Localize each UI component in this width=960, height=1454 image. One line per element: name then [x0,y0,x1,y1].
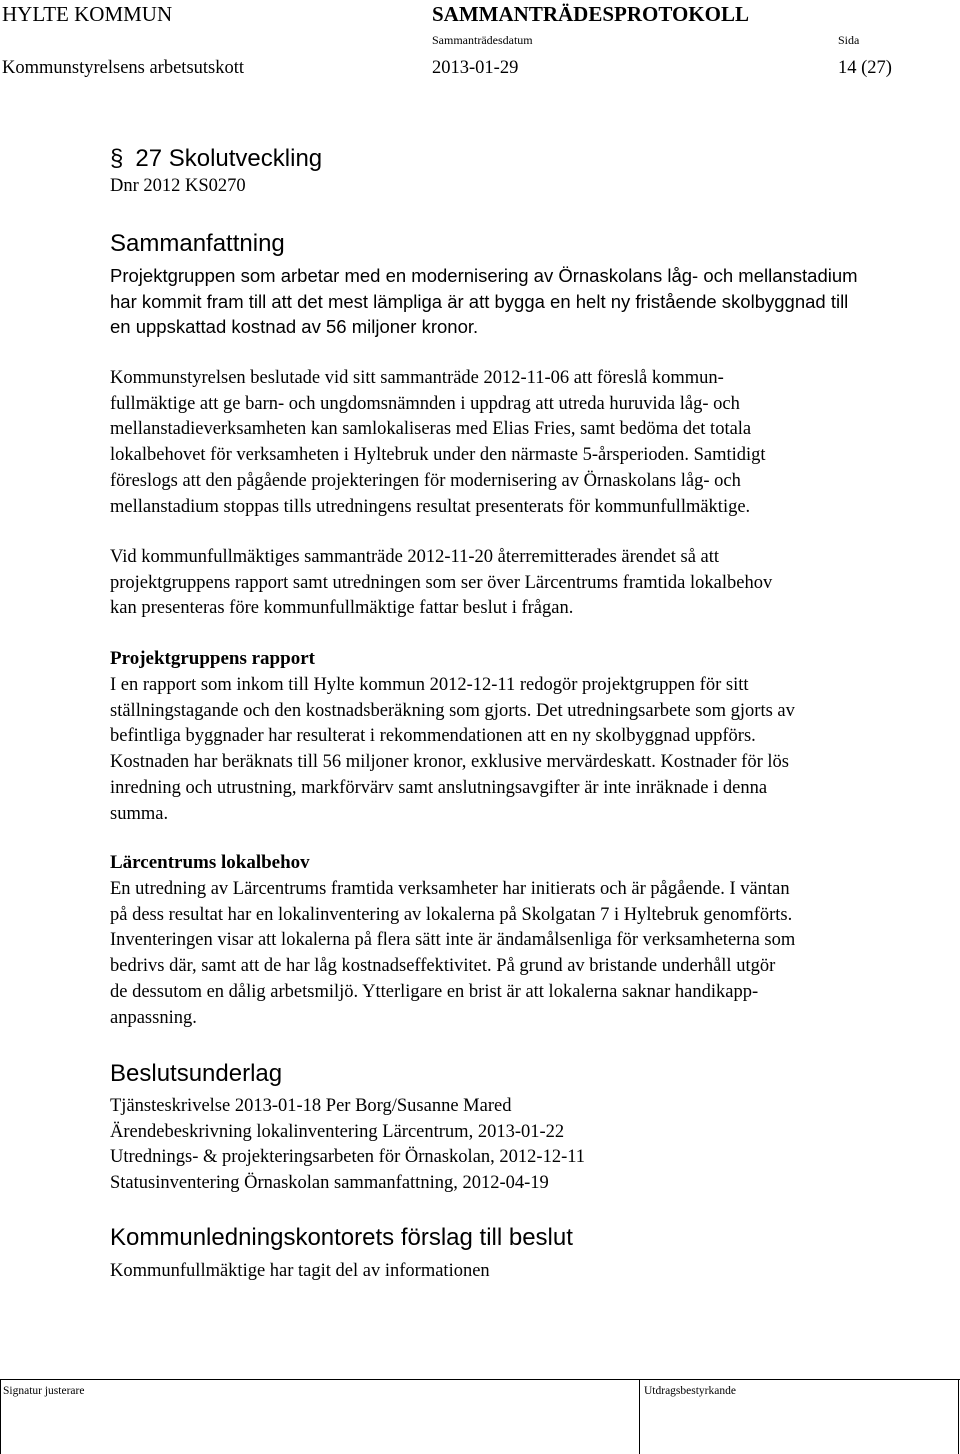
report-heading: Projektgruppens rapport [110,648,315,669]
date-label: Sammanträdesdatum [432,33,533,47]
footer-divider [0,1379,960,1380]
lokal-heading: Lärcentrums lokalbehov [110,852,310,873]
list-item: Ärendebeskrivning lokalinventering Lärcentrum, 2013-01-22 [110,1121,565,1142]
underlag-heading: Beslutsunderlag [110,1060,283,1087]
footer-column-divider [639,1379,640,1454]
diary-number: Dnr 2012 KS0270 [110,176,246,196]
page-number: 14 (27) [838,58,892,78]
summary-paragraph-3: Vid kommunfullmäktiges sammanträde 2012-11-20 återremitterades ärendet så att projektgruppens rapport samt utredningen som ser över Lärcentrums framtida lokalbehov kan presenteras före kommunfullmäktige fattar beslut i frågan. [110,547,773,619]
footer-right-border [958,1379,959,1454]
footer-left-border [0,1379,1,1454]
excerpt-label: Utdragsbestyrkande [644,1385,736,1397]
org-name: HYLTE KOMMUN [2,2,173,26]
paragraph-symbol: § [110,145,124,172]
underlag-list [110,1094,940,1197]
list-item: Statusinventering Örnaskolan sammanfattning, 2012-04-19 [110,1173,549,1194]
lokal-paragraph: En utredning av Lärcentrums framtida verksamheter har initierats och är pågående. I väntan på dess resultat har en lokalinventering av lokalerna på Skolgatan 7 i Hyltebruk genomförts. Inventeringen visar att lokalerna på flera sätt inte är ändamålsenliga för verksamheterna som bedrivs där, samt att de har låg kostnadseffektivitet. På grund av bristande underhåll utgör de dessutom en dålig arbetsmiljö. Ytterligare en brist är att lokalerna saknar handikapp- anpassning. [110,879,796,1028]
summary-paragraph-2: Kommunstyrelsen beslutade vid sitt sammanträde 2012-11-06 att föreslå kommun- fullmäktige att ge barn- och ungdomsnämnden i uppdrag att utreda huruvida låg- och mellanstadieverksamheten kan samlokaliseras med Elias Fries, samt bedöma det totala lokalbehovet för verksamheten i Hyltebruk under den närmaste 5-årsperioden. Samtidigt föreslogs att den pågående projekteringen för modernisering av Örnaskolans låg- och mellanstadium stoppas tills utredningens resultat presenterats för kommunfullmäktige. [110,368,766,517]
signature-label: Signatur justerare [3,1385,85,1397]
page-label: Sida [838,33,860,47]
proposal-heading: Kommunledningskontorets förslag till beslut [110,1224,573,1251]
report-paragraph: I en rapport som inkom till Hylte kommun 2012-12-11 redogör projektgruppen för sitt ställningstagande och den kostnadsberäkning som gjorts. Det utredningsarbete som gjorts av befintliga byggnader har resulterat i rekommendationen att en ny skolbyggnad uppförs. Kostnaden har beräknats till 56 miljoner kronor, exklusive mervärdeskatt. Kostnader för lös inredning och utrustning, markförvärv samt anslutningsavgifter är inte inräknade i denna summa. [110,675,795,824]
list-item: Tjänsteskrivelse 2013-01-18 Per Borg/Susanne Mared [110,1096,512,1116]
document-type: SAMMANTRÄDESPROTOKOLL [432,2,749,26]
summary-paragraph-1: Projektgruppen som arbetar med en modernisering av Örnaskolans låg- och mellanstadium har kommit fram till att det mest lämpliga är att bygga en helt ny fristående skolbyggnad till en uppskattad kostnad av 56 miljoner kronor. [110,265,858,338]
proposal-text: Kommunfullmäktige har tagit del av informationen [110,1261,490,1281]
summary-heading: Sammanfattning [110,230,285,257]
committee-name: Kommunstyrelsens arbetsutskott [2,58,245,78]
section-heading [110,145,322,173]
section-title: 27 Skolutveckling [135,145,323,172]
list-item: Utrednings- & projekteringsarbeten för Örnaskolan, 2012-12-11 [110,1147,586,1168]
meeting-date: 2013-01-29 [432,58,519,78]
